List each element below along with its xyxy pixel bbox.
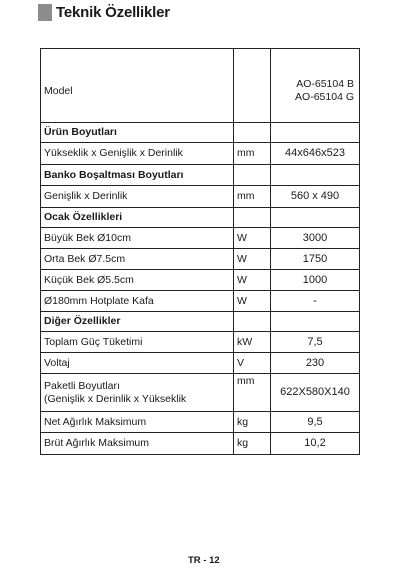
spec-label: Paketli Boyutları (44, 379, 120, 392)
unit-cell (234, 123, 271, 143)
model-codes-cell (271, 49, 360, 123)
value-cell: 622X580X140 (271, 374, 360, 412)
table-row (41, 353, 360, 374)
value-cell: 560 x 490 (271, 186, 360, 208)
section-heading: Diğer Özellikler (41, 312, 234, 332)
value-cell (271, 165, 360, 186)
page-number: TR - 12 (188, 555, 220, 566)
table-row (41, 228, 360, 249)
value-cell: 44x646x523 (271, 143, 360, 165)
table-row (41, 186, 360, 208)
model-label-cell (41, 49, 234, 123)
spec-label: Ø180mm Hotplate Kafa (41, 291, 234, 312)
value-cell: 1750 (271, 249, 360, 270)
section-heading: Banko Boşaltması Boyutları (41, 165, 234, 186)
model-label: Model (44, 85, 73, 97)
unit-cell: mm (234, 186, 271, 208)
page-header (38, 2, 170, 22)
table-row (41, 165, 360, 186)
table-row (41, 249, 360, 270)
value-cell (271, 208, 360, 228)
unit-cell: kg (234, 433, 271, 455)
table-row (41, 374, 360, 412)
section-heading: Ürün Boyutları (41, 123, 234, 143)
unit-cell: mm (234, 143, 271, 165)
unit-cell: mm (234, 374, 271, 412)
unit-cell: V (234, 353, 271, 374)
unit-cell (234, 165, 271, 186)
spec-label: Voltaj (41, 353, 234, 374)
unit-cell (234, 312, 271, 332)
model-code-g: AO-65104 G (295, 90, 354, 103)
value-cell: 10,2 (271, 433, 360, 455)
unit-cell (234, 208, 271, 228)
spec-label-multiline (41, 374, 234, 412)
value-cell: 1000 (271, 270, 360, 291)
spec-label: Yükseklik x Genişlik x Derinlik (41, 143, 234, 165)
spec-label: Brüt Ağırlık Maksimum (41, 433, 234, 455)
unit-cell: kW (234, 332, 271, 353)
spec-label: Büyük Bek Ø10cm (41, 228, 234, 249)
page-title: Teknik Özellikler (56, 3, 170, 21)
value-cell (271, 123, 360, 143)
spec-label: Net Ağırlık Maksimum (41, 412, 234, 433)
spec-label: Küçük Bek Ø5.5cm (41, 270, 234, 291)
spec-label: Orta Bek Ø7.5cm (41, 249, 234, 270)
section-heading: Ocak Özellikleri (41, 208, 234, 228)
unit-cell: W (234, 249, 271, 270)
table-row (41, 143, 360, 165)
technical-specifications-table (40, 48, 360, 455)
table-row (41, 270, 360, 291)
value-cell: 230 (271, 353, 360, 374)
model-unit-cell (234, 49, 271, 123)
unit-cell: W (234, 270, 271, 291)
value-cell: 3000 (271, 228, 360, 249)
table-row (41, 312, 360, 332)
spec-label: Toplam Güç Tüketimi (41, 332, 234, 353)
unit-cell: W (234, 291, 271, 312)
unit-cell: kg (234, 412, 271, 433)
value-cell (271, 312, 360, 332)
model-row (41, 49, 360, 123)
table-row (41, 208, 360, 228)
spec-label-detail: (Genişlik x Derinlik x Yükseklik (44, 392, 187, 405)
header-marker-square (38, 4, 52, 21)
value-cell: - (271, 291, 360, 312)
unit-cell: W (234, 228, 271, 249)
value-cell: 9,5 (271, 412, 360, 433)
spec-label: Genişlik x Derinlik (41, 186, 234, 208)
model-code-b: AO-65104 B (296, 77, 354, 90)
table-row (41, 433, 360, 455)
table-row (41, 412, 360, 433)
table-row (41, 291, 360, 312)
value-cell: 7,5 (271, 332, 360, 353)
table-row (41, 332, 360, 353)
table-row (41, 123, 360, 143)
